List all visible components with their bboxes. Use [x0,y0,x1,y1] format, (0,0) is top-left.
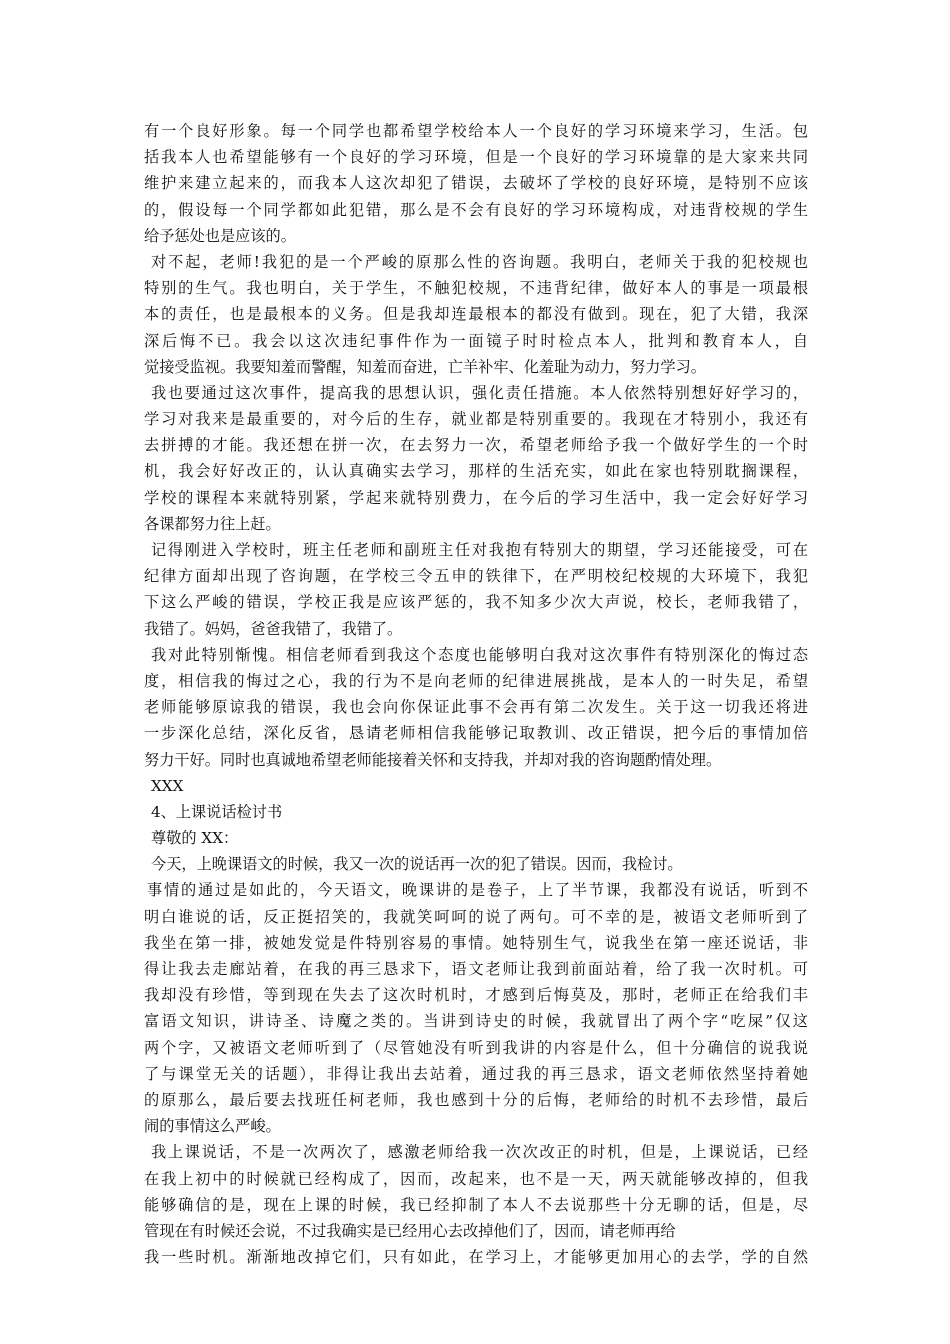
text-line: 明白谁说的话，反正挺招笑的，我就笑呵呵的说了两句。可不幸的是，被语文老师听到了 [144,907,808,926]
text-line: 的原那么，最后要去找班任柯老师，我也感到十分的后悔，老师给的时机不去珍惜，最后 [144,1090,808,1109]
text-line: 维护来建立起来的，而我本人这次却犯了错误，去破坏了学校的良好环境，是特别不应该 [144,174,808,193]
text-line: 机，我会好好改正的，认认真确实去学习，那样的生活充实，如此在家也特别耽搁课程， [144,462,808,481]
text-line: 学校的课程本来就特别紧，学起来就特别费力，在今后的学习生活中，我一定会好好学习 [144,488,808,507]
text-line: 我也要通过这次事件，提高我的思想认识，强化责任措施。本人依然特别想好好学习的， [151,383,808,402]
text-line: 老师能够原谅我的错误，我也会向你保证此事不会再有第二次发生。关于这一切我还将进 [144,698,808,717]
text-line: 各课都努力往上赶。 [144,514,281,533]
text-line: 今天，上晚课语文的时候，我又一次的说话再一次的犯了错误。因而，我检讨。 [151,855,683,874]
text-line: 事情的通过是如此的，今天语文，晚课讲的是卷子，上了半节课，我都没有说话，听到不 [147,881,808,900]
text-line: 下这么严峻的错误，学校正我是应该严惩的，我不知多少次大声说，校长，老师我错了， [144,593,808,612]
text-line: 我坐在第一排，被她发觉是件特别容易的事情。她特别生气，说我坐在第一座还说话，非 [144,933,808,952]
text-line: 觉接受监视。我要知羞而警醒，知羞而奋进，亡羊补牢、化羞耻为动力，努力学习。 [144,357,706,376]
text-line: 深后悔不已。我会以这次违纪事件作为一面镜子时时检点本人，批判和教育本人，自 [144,331,808,350]
signature-line: XXX [151,776,184,795]
text-line: 一步深化总结，深化反省，恳请老师相信我能够记取教训、改正错误，把今后的事情加倍 [144,724,808,743]
text-line: 富语文知识，讲诗圣、诗魔之类的。当讲到诗史的时候，我就冒出了两个字“吃屎”仅这 [144,1012,808,1031]
text-line: 的，假设每一个同学都如此犯错，那么是不会有良好的学习环境构成，对违背校规的学生 [144,200,808,219]
text-line: 两个字，又被语文老师听到了（尽管她没有听到我讲的内容是什么，但十分确信的说我说 [144,1038,808,1057]
text-line: 纪律方面却出现了咨询题，在学校三令五申的铁律下，在严明校纪校规的大环境下，我犯 [144,567,808,586]
text-line: 学习对我来是最重要的，对今后的生存，就业都是特别重要的。我现在才特别小，我还有 [144,410,808,429]
text-line: 我错了。妈妈，爸爸我错了，我错了。 [144,619,403,638]
text-line: 我上课说话，不是一次两次了，感激老师给我一次次改正的时机，但是，上课说话，已经 [151,1143,808,1162]
document-page [144,118,808,1270]
text-line: 能够确信的是，现在上课的时候，我已经抑制了本人不去说那些十分无聊的话，但是，尽 [144,1195,808,1214]
text-line: 闹的事情这么严峻。 [144,1117,281,1136]
text-line: 我却没有珍惜，等到现在失去了这次时机时，才感到后悔莫及，那时，老师正在给我们丰 [144,986,808,1005]
salutation-line: 尊敬的 XX： [151,829,239,848]
text-line: 特别的生气。我也明白，关于学生，不触犯校规，不违背纪律，做好本人的事是一项最根 [144,279,808,298]
text-line: 了与课堂无关的话题），非得让我出去站着，通过我的再三恳求，语文老师依然坚持着她 [144,1064,808,1083]
text-line: 度，相信我的悔过之心，我的行为不是向老师的纪律进展挑战，是本人的一时失足，希望 [144,671,808,690]
text-line: 本的责任，也是最根本的义务。但是我却连最根本的都没有做到。现在，犯了大错，我深 [144,305,808,324]
text-line: 对不起，老师!我犯的是一个严峻的原那么性的咨询题。我明白，老师关于我的犯校规也 [151,252,808,271]
text-line: 括我本人也希望能够有一个良好的学习环境，但是一个良好的学习环境靠的是大家来共同 [144,148,808,167]
text-line: 努力干好。同时也真诚地希望老师能接着关怀和支持我，并却对我的咨询题酌情处理。 [144,750,722,769]
text-line: 我对此特别惭愧。相信老师看到我这个态度也能够明白我对这次事件有特别深化的悔过态 [151,645,808,664]
text-line: 有一个良好形象。每一个同学也都希望学校给本人一个良好的学习环境来学习，生活。包 [144,122,808,140]
text-line: 记得刚进入学校时，班主任老师和副班主任对我抱有特别大的期望，学习还能接受，可在 [151,541,808,559]
text-line: 给予惩处也是应该的。 [144,226,296,245]
text-line: 得让我去走廊站着，在我的再三恳求下，语文老师让我到前面站着，给了我一次时机。可 [144,960,808,978]
text-line: 我一些时机。渐渐地改掉它们，只有如此，在学习上，才能够更加用心的去学，学的自然 [144,1248,808,1267]
text-line: 管现在有时候还会说，不过我确实是已经用心去改掉他们了，因而，请老师再给 [144,1221,676,1240]
text-line: 在我上初中的时候就已经构成了，因而，改起来，也不是一天，两天就能够改掉的，但我 [144,1169,808,1188]
text-line: 去拼搏的才能。我还想在拼一次，在去努力一次，希望老师给予我一个做好学生的一个时 [144,436,808,455]
section-heading: 4、上课说话检讨书 [151,802,283,821]
